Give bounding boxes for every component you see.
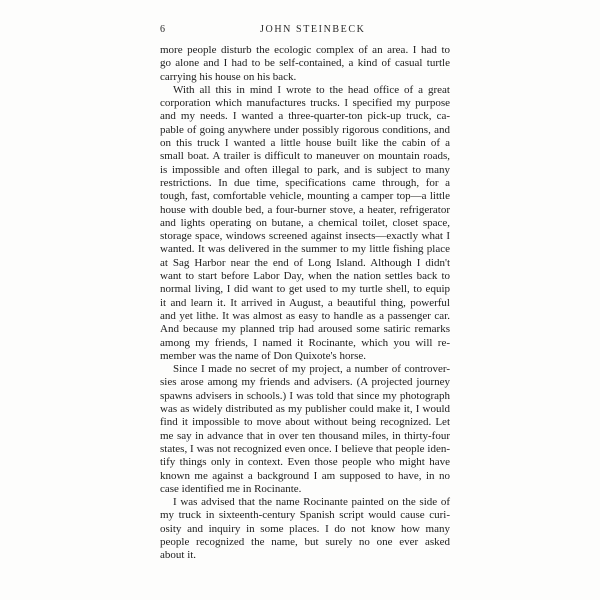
paragraph [160,496,450,562]
text-line: at Sag Harbor near the end of Long Island. Although I didn't [160,256,450,269]
paragraph [160,363,450,496]
text-line: Since I made no secret of my project, a number of controver- [173,363,450,376]
text-line: tify things only in context. Even those people who might have [160,456,450,469]
text-line: storage space, windows screened against insects—exactly what I [160,230,450,243]
text-line: about it. [160,549,197,562]
running-head-author: JOHN STEINBECK [260,24,366,35]
text-line: With all this in mind I wrote to the head office of a great [173,83,450,96]
text-line: corporation which manufactures trucks. I specified my purpose [160,97,450,110]
text-line: And because my planned trip had aroused some satiric remarks [160,323,450,336]
text-line: sies arose among my friends and advisers. (A projected journey [160,376,450,389]
text-line: more people disturb the ecologic complex of an area. I had to [160,44,450,56]
text-line: it and learn it. It arrived in August, a beautiful thing, powerful [160,296,450,309]
text-line: restrictions. In due time, specifications came through, for a [160,176,450,189]
text-line: me say in advance that in over ten thousand miles, in thirty-four [160,429,450,442]
text-line: I was advised that the name Rocinante painted on the side of [173,496,450,509]
text-line: member was the name of Don Quixote's horse. [160,349,367,362]
text-line: want to start before Labor Day, when the nation settles back to [160,270,450,283]
text-line: tough, fast, comfortable vehicle, mounting a camper top—a little [160,190,450,203]
text-line: people recognized the name, but surely no one ever asked [160,535,450,548]
text-line: normal living, I did want to get used to my turtle shell, to equip [160,283,450,296]
text-line: carrying his house on his back. [160,70,297,83]
text-line: go alone and I had to be self-contained, a kind of casual turtle [160,57,450,70]
text-line: and yet lithe. It was almost as easy to handle as a passenger car. [160,309,450,322]
text-line: case identified me in Rocinante. [160,482,302,495]
text-line: and lights operating on butane, a chemical toilet, closet space, [160,216,450,229]
text-line: find it impossible to move about without being recognized. Let [160,416,450,429]
running-head [160,24,450,38]
text-line: known me against a background I am supposed to have, in no [160,469,450,482]
paragraph [160,84,450,363]
body-text [160,44,450,563]
text-line: and my needs. I wanted a three-quarter-ton pick-up truck, ca- [160,110,450,123]
text-line: is impossible and often illegal to park, and is subject to many [160,163,450,176]
text-line: my truck in sixteenth-century Spanish script would cause curi- [160,509,450,522]
paragraph [160,44,450,84]
text-line: pable of going anywhere under possibly rigorous conditions, and [160,123,450,136]
text-line: wanted. It was delivered in the summer to my little fishing place [160,243,450,256]
text-line: osity and inquiry in some places. I do not know how many [160,522,450,535]
text-line: on this truck I wanted a little house built like the cabin of a [160,137,450,150]
text-line: house with double bed, a four-burner stove, a heater, refrigerator [160,203,450,216]
text-line: among my friends, I named it Rocinante, which you will re- [160,336,450,349]
text-line: small boat. A trailer is difficult to maneuver on mountain roads, [160,150,450,163]
text-line: states, I was not recognized even once. I believe that people iden- [160,442,450,455]
text-line: spawns advisers in schools.) I was told that since my photograph [160,389,450,402]
text-line: was as widely distributed as my publisher could make it, I would [160,403,450,416]
page-number: 6 [160,24,165,35]
